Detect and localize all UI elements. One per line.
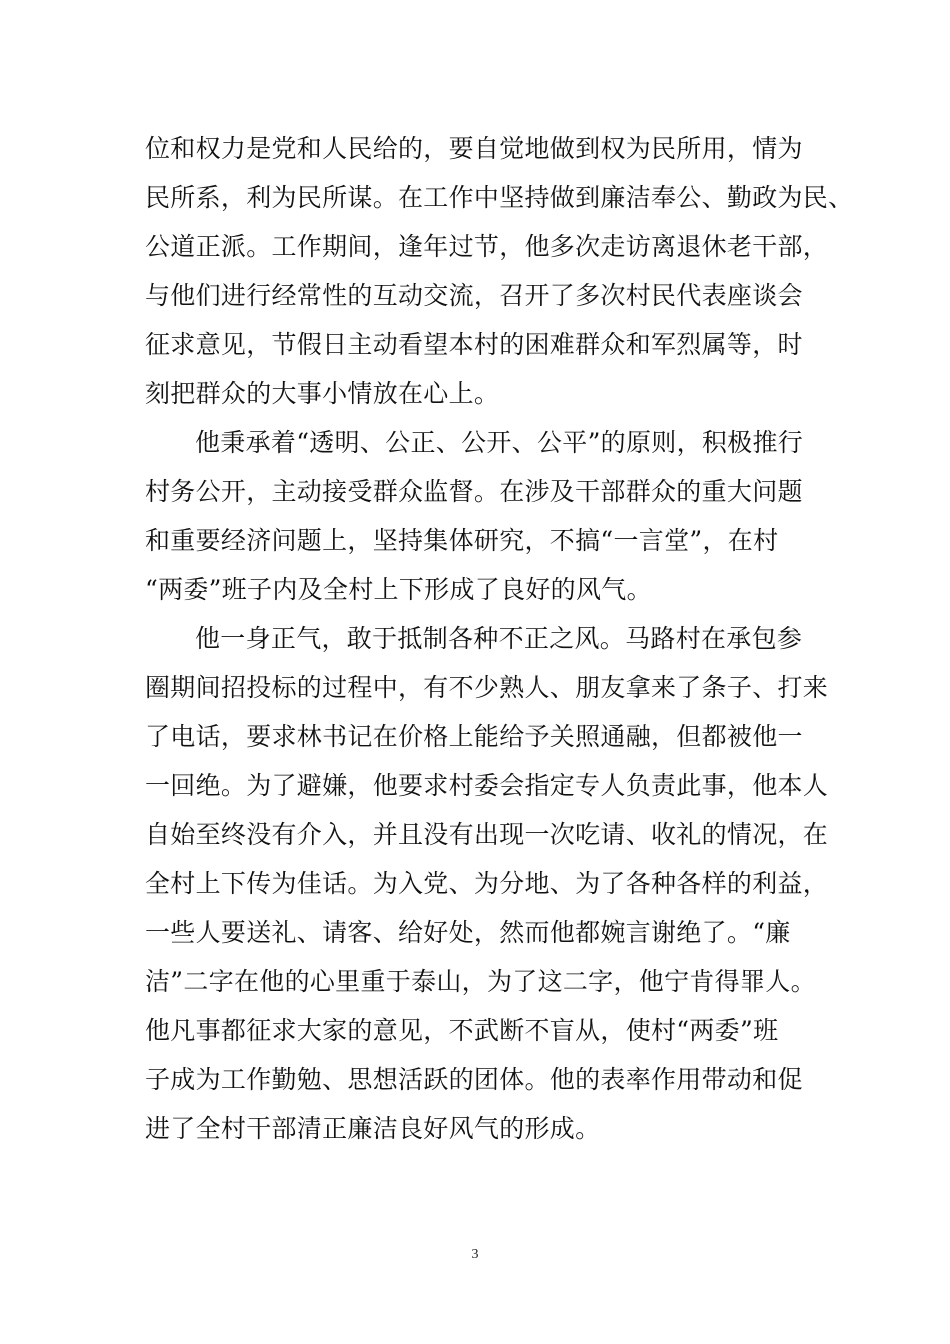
- text-line: 他凡事都征求大家的意见，不武断不盲从，使村“两委”班: [145, 1016, 779, 1045]
- text-line: 公道正派。工作期间，逢年过节，他多次走访离退休老干部，: [145, 232, 829, 261]
- text-line: “两委”班子内及全村上下形成了良好的风气。: [145, 575, 652, 604]
- text-line: 征求意见，节假日主动看望本村的困难群众和军烈属等，时: [145, 330, 803, 359]
- text-line: 子成为工作勤勉、思想活跃的团体。他的表率作用带动和促: [145, 1065, 803, 1094]
- text-line: 自始至终没有介入，并且没有出现一次吃请、收礼的情况，在: [145, 820, 829, 849]
- paragraph-start-line: 他秉承着“透明、公正、公开、公平”的原则，积极推行: [195, 428, 804, 457]
- text-line: 进了全村干部清正廉洁良好风气的形成。: [145, 1114, 601, 1143]
- text-line: 与他们进行经常性的互动交流，召开了多次村民代表座谈会: [145, 281, 803, 310]
- text-line: 一回绝。为了避嫌，他要求村委会指定专人负责此事，他本人: [145, 771, 829, 800]
- text-line: 洁”二字在他的心里重于泰山，为了这二字，他宁肯得罪人。: [145, 967, 816, 996]
- text-line: 圈期间招投标的过程中，有不少熟人、朋友拿来了条子、打来: [145, 673, 829, 702]
- paragraph-start-line: 他一身正气，敢于抵制各种不正之风。马路村在承包参: [195, 624, 803, 653]
- text-line: 位和权力是党和人民给的，要自觉地做到权为民所用，情为: [145, 134, 803, 163]
- text-line: 民所系，利为民所谋。在工作中坚持做到廉洁奉公、勤政为民、: [145, 183, 854, 212]
- text-line: 了电话，要求林书记在价格上能给予关照通融，但都被他一: [145, 722, 803, 751]
- text-line: 村务公开，主动接受群众监督。在涉及干部群众的重大问题: [145, 477, 803, 506]
- page-number: 3: [471, 1247, 479, 1262]
- text-line: 一些人要送礼、请客、给好处，然而他都婉言谢绝了。“廉: [145, 918, 791, 947]
- text-line: 全村上下传为佳话。为入党、为分地、为了各种各样的利益，: [145, 869, 829, 898]
- body-text: [145, 124, 854, 1153]
- text-line: 和重要经济问题上，坚持集体研究，不搞“一言堂”，在村: [145, 526, 779, 555]
- text-line: 刻把群众的大事小情放在心上。: [145, 379, 500, 408]
